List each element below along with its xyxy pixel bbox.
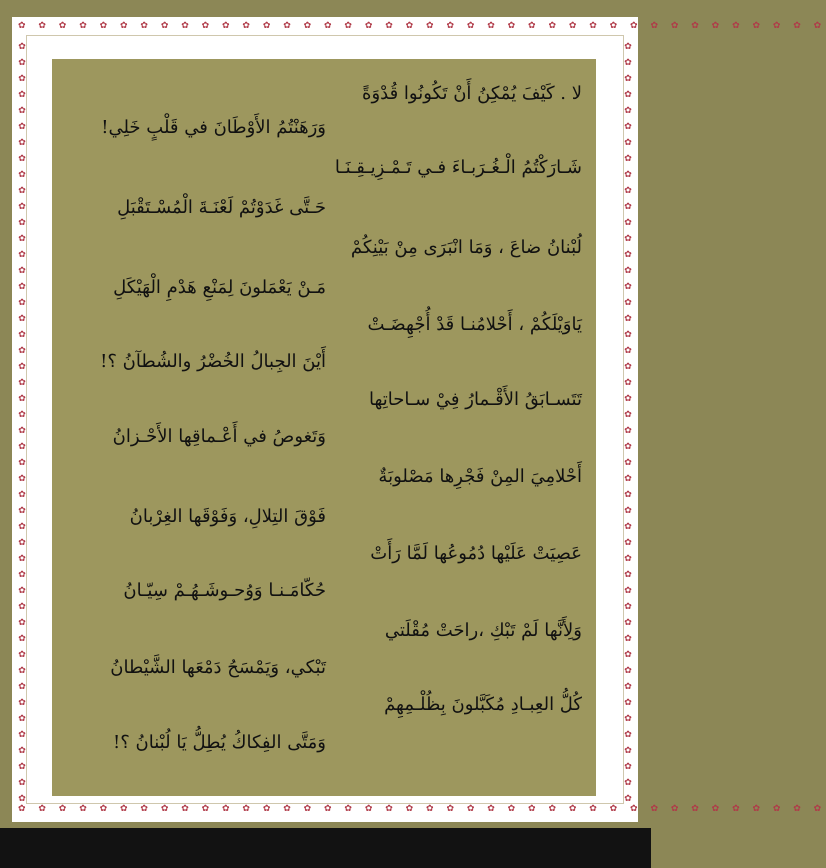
verse-right-5: تَتَسـابَقُ الأَقْـمارُ فِيْ سـاحاتِها	[368, 389, 582, 410]
verse-right-9: كُلُّ العِبـادِ مُكَبَّلونَ بِظُلْـمِهِمْ	[384, 694, 582, 715]
ornament-border-top: ✿ ✿ ✿ ✿ ✿ ✿ ✿ ✿ ✿ ✿ ✿ ✿ ✿ ✿ ✿ ✿ ✿ ✿ ✿ ✿ ✿ ✿ ✿ ✿ ✿ ✿ ✿ ✿ ✿ ✿ ✿ ✿ ✿ ✿ ✿ ✿ ✿ ✿ ✿ ✿	[18, 21, 826, 31]
verse-left-9: وَمَتَّى الفِكاكُ يُطِلُّ يَا لُبْنانُ ؟!	[113, 732, 326, 753]
verse-left-7: حُكّامَـنـا وَوُحـوشَـهُـمْ سِيّـانُ	[123, 580, 326, 601]
verse-right-4: يَاوَيْلَكُمْ ، أَحْلامُنـا قَدْ أُجْهِضَـتْ	[367, 314, 582, 335]
verse-left-4: أَيْنَ الجِبالُ الخُضْرُ والشُطآنُ ؟!	[100, 351, 326, 372]
ornament-border-left: ✿ ✿ ✿ ✿ ✿ ✿ ✿ ✿ ✿ ✿ ✿ ✿ ✿ ✿ ✿ ✿ ✿ ✿ ✿ ✿ ✿ ✿ ✿ ✿ ✿ ✿ ✿ ✿ ✿ ✿ ✿ ✿ ✿ ✿ ✿ ✿ ✿ ✿ ✿ ✿ ✿ ✿ ✿ ✿ ✿ ✿ ✿ ✿	[18, 42, 26, 804]
verse-left-3: مَـنْ يَعْمَلونَ لِمَنْعِ هَدْمِ الْهَيْكَلِ	[113, 277, 326, 298]
verse-left-5: وَتَغوصُ في أَعْـماقِها الأَحْـزانُ	[112, 426, 326, 447]
ornament-border-right: ✿ ✿ ✿ ✿ ✿ ✿ ✿ ✿ ✿ ✿ ✿ ✿ ✿ ✿ ✿ ✿ ✿ ✿ ✿ ✿ ✿ ✿ ✿ ✿ ✿ ✿ ✿ ✿ ✿ ✿ ✿ ✿ ✿ ✿ ✿ ✿ ✿ ✿ ✿ ✿ ✿ ✿ ✿ ✿ ✿ ✿ ✿ ✿	[624, 42, 632, 804]
verse-right-1: لا . كَيْفَ يُمْكِنُ أَنْ تَكُونُوا قُدْوَةً	[362, 83, 582, 104]
verse-right-3: لُبْنانُ ضاعَ ، وَمَا انْبَرَى مِنْ بَيْنِكُمْ	[350, 237, 582, 258]
verse-left-8: تَبْكي، وَيَمْسَحُ دَمْعَها الشَّيْطانُ	[110, 657, 326, 678]
verse-right-8: وَلِأَنَّها لَمْ تَبْكِ ،راحَتْ مُقْلَتي	[384, 620, 582, 641]
verse-right-7: عَصِيَتْ عَلَيْها دُمُوعُها لَمَّا رَأَتْ	[370, 543, 582, 564]
bottom-bar	[0, 828, 651, 868]
verse-right-2: شَـارَكْتُمُ الْـغُـرَبـاءَ فـي تَـمْـزِيـقِـنَـا	[334, 157, 582, 178]
verse-left-6: فَوْقَ التِلالِ، وَفَوْقَها الغِرْبانُ	[129, 506, 326, 527]
verse-left-2: حَـتَّى غَدَوْتُمْ لَعْنَـةَ الْمُسْـتَقْبَلِ	[117, 197, 326, 218]
ornament-border-bottom: ✿ ✿ ✿ ✿ ✿ ✿ ✿ ✿ ✿ ✿ ✿ ✿ ✿ ✿ ✿ ✿ ✿ ✿ ✿ ✿ ✿ ✿ ✿ ✿ ✿ ✿ ✿ ✿ ✿ ✿ ✿ ✿ ✿ ✿ ✿ ✿ ✿ ✿ ✿ ✿	[18, 804, 826, 814]
verse-right-6: أَحْلامِيَ المِنْ فَجْرِها مَصْلوبَةٌ	[378, 466, 582, 487]
poem-panel	[52, 59, 596, 796]
verse-left-1: وَرَهَنْتُمُ الأَوْطَانَ في قَلْبٍ خَلِي!	[101, 117, 326, 138]
